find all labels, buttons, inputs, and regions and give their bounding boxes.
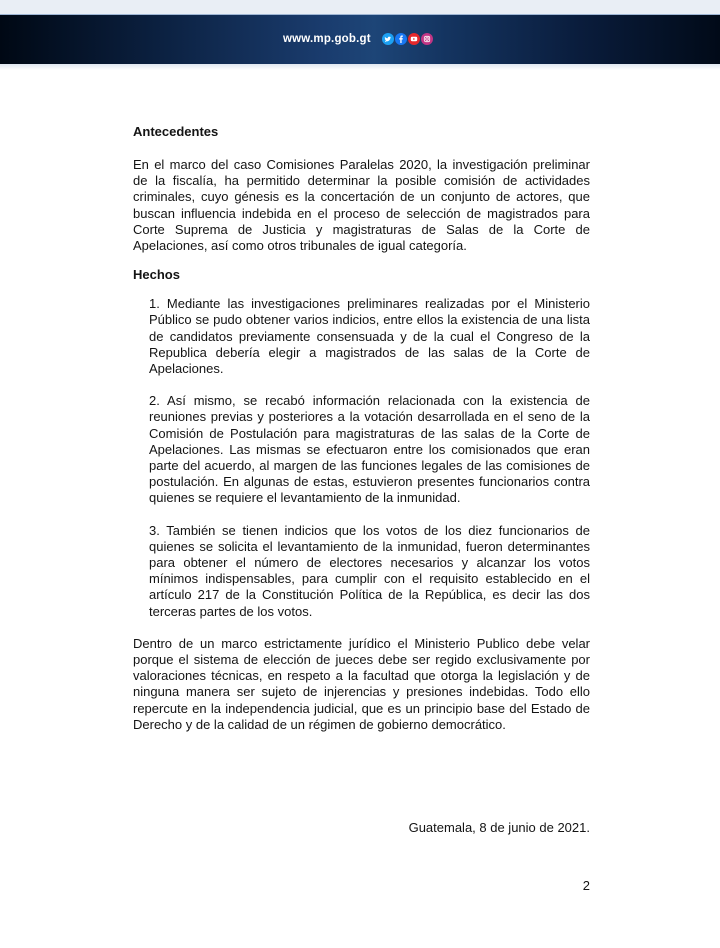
website-url-link[interactable]: www.mp.gob.gt xyxy=(283,33,371,45)
twitter-icon[interactable] xyxy=(382,33,394,45)
antecedentes-paragraph: En el marco del caso Comisiones Paralelas 2020, la investigación preliminar de la fiscalía, ha permitido determinar la posible comisión de actividades criminales, cuyo génesis es la concertación de un conjunto de actores, que buscan influencia indebida en el proceso de selección de magistrados para Corte Suprema de Justicia y magistraturas de Salas de la Corte de Apelaciones, así como otros tribunales de igual categoría. xyxy=(133,157,590,254)
instagram-icon[interactable] xyxy=(421,33,433,45)
social-icons xyxy=(382,33,434,45)
header-banner xyxy=(0,14,720,64)
facebook-icon[interactable] xyxy=(395,33,407,45)
hechos-item-2: 2. Así mismo, se recabó información relacionada con la existencia de reuniones previas y posteriores a la votación desarrollada en el seno de la Comisión de Postulación para magistraturas de las salas de la Corte de Apelaciones. Las mismas se efectuaron entre los comisionados que eran parte del acuerdo, al margen de las funciones legales de las comisiones de postulación. En algunas de estas, estuvieron presentes funcionarios contra quienes se requiere el levantamiento de la inmunidad. xyxy=(149,393,590,506)
youtube-icon[interactable] xyxy=(408,33,420,45)
conclusion-paragraph: Dentro de un marco estrictamente jurídico el Ministerio Publico debe velar porque el sistema de elección de jueces debe ser regido exclusivamente por valoraciones técnicas, en respeto a la facultad que otorga la legislación y de ninguna manera ser sujeto de injerencias y presiones indebidas. Todo ello repercute en la independencia judicial, que es un principio base del Estado de Derecho y de la calidad de un régimen de gobierno democrático. xyxy=(133,635,590,732)
banner-edge xyxy=(0,64,720,70)
hechos-list xyxy=(133,296,590,620)
top-strip xyxy=(0,0,720,14)
section-title-hechos: Hechos xyxy=(133,267,180,283)
header-links xyxy=(283,30,434,48)
section-title-antecedentes: Antecedentes xyxy=(133,124,219,139)
page-number: 2 xyxy=(582,878,590,893)
date-line: Guatemala, 8 de junio de 2021. xyxy=(408,820,590,835)
hechos-item-3: 3. También se tienen indicios que los votos de los diez funcionarios de quienes se solicita el levantamiento de la inmunidad, fueron determinantes para obtener el número de electores necesarios y alcanzar los votos mínimos indispensables, para cumplir con el requisito establecido en el artículo 217 de la Constitución Política de la República, es decir las dos terceras partes de los votos. xyxy=(149,522,590,619)
hechos-item-1: 1. Mediante las investigaciones preliminares realizadas por el Ministerio Público se pudo obtener varios indicios, entre ellos la existencia de una lista de candidatos previamente consensuada y de la cual el Congreso de la Republica debería elegir a magistrados de las salas de la Corte de Apelaciones. xyxy=(149,296,590,377)
document-body xyxy=(133,124,590,733)
